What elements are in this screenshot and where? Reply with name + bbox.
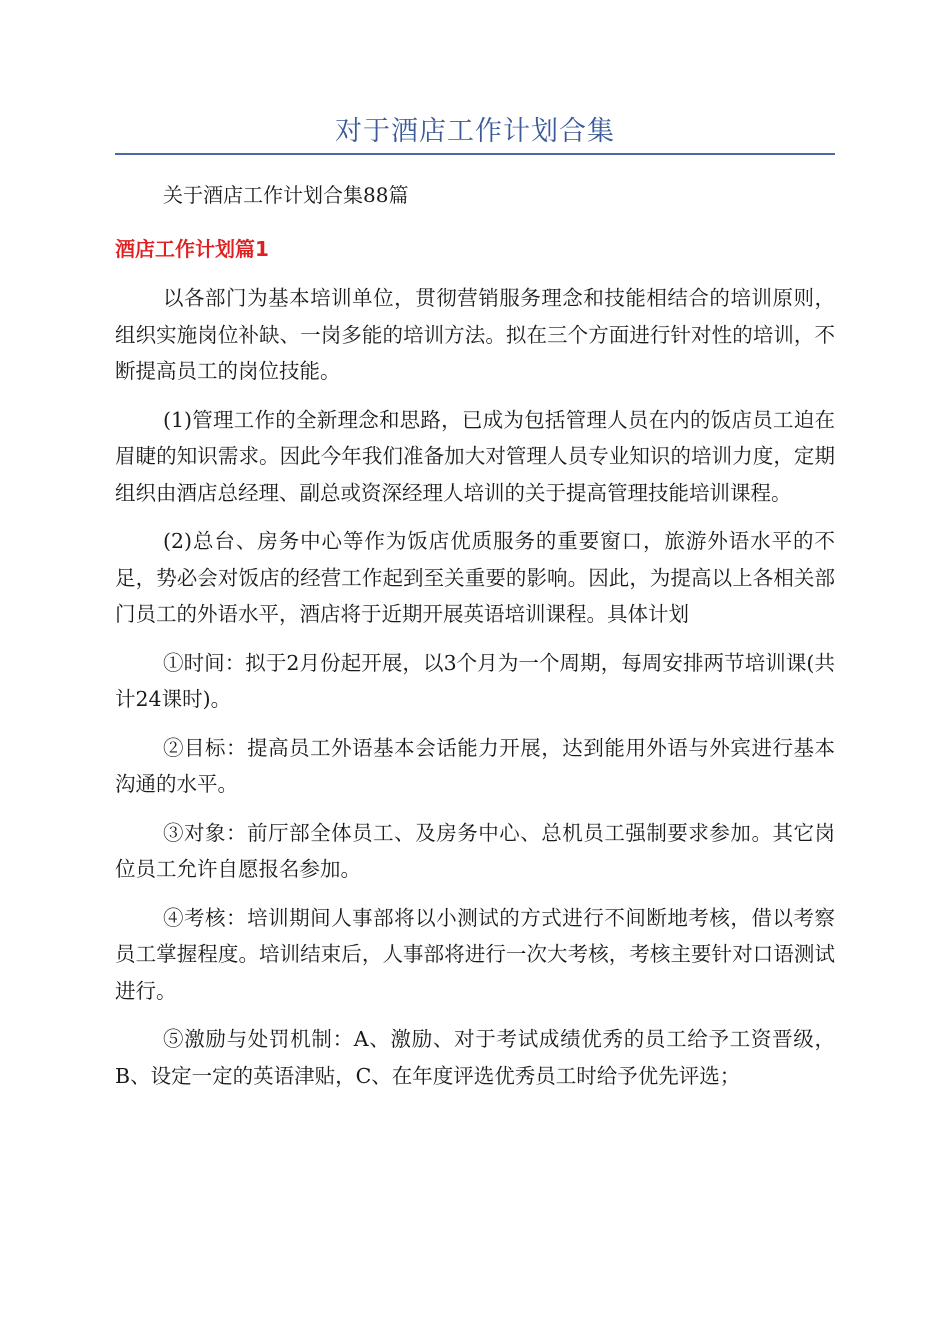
paragraph-incentive: ⑤激励与处罚机制：A、激励、对于考试成绩优秀的员工给予工资晋级，B、设定一定的英语津贴，C、在年度评选优秀员工时给予优先评选；	[115, 1027, 835, 1088]
title-underline	[115, 153, 835, 155]
document-subtitle: 关于酒店工作计划合集88篇	[163, 183, 409, 207]
paragraph-item-1: (1)管理工作的全新理念和思路，已成为包括管理人员在内的饭店员工迫在眉睫的知识需求。因此今年我们准备加大对管理人员专业知识的培训力度，定期组织由酒店总经理、副总或资深经理人培训的关于提高管理技能培训课程。	[115, 407, 835, 505]
paragraph-goal: ②目标：提高员工外语基本会话能力开展，达到能用外语与外宾进行基本沟通的水平。	[115, 735, 835, 796]
document-title: 对于酒店工作计划合集	[335, 116, 615, 147]
paragraph-item-2: (2)总台、房务中心等作为饭店优质服务的重要窗口，旅游外语水平的不足，势必会对饭店的经营工作起到至关重要的影响。因此，为提高以上各相关部门员工的外语水平，酒店将于近期开展英语培训课程。具体计划	[115, 529, 835, 626]
paragraph-time: ①时间：拟于2月份起开展，以3个月为一个周期，每周安排两节培训课(共计24课时)。	[115, 650, 835, 711]
body-text	[115, 280, 835, 1106]
section-heading: 酒店工作计划篇1	[115, 237, 269, 261]
paragraph-target: ③对象：前厅部全体员工、及房务中心、总机员工强制要求参加。其它岗位员工允许自愿报名参加。	[115, 820, 835, 881]
paragraph-assessment: ④考核：培训期间人事部将以小测试的方式进行不间断地考核，借以考察员工掌握程度。培训结束后，人事部将进行一次大考核，考核主要针对口语测试进行。	[115, 905, 835, 1003]
paragraph-intro: 以各部门为基本培训单位，贯彻营销服务理念和技能相结合的培训原则，组织实施岗位补缺、一岗多能的培训方法。拟在三个方面进行针对性的培训，不断提高员工的岗位技能。	[115, 286, 835, 383]
